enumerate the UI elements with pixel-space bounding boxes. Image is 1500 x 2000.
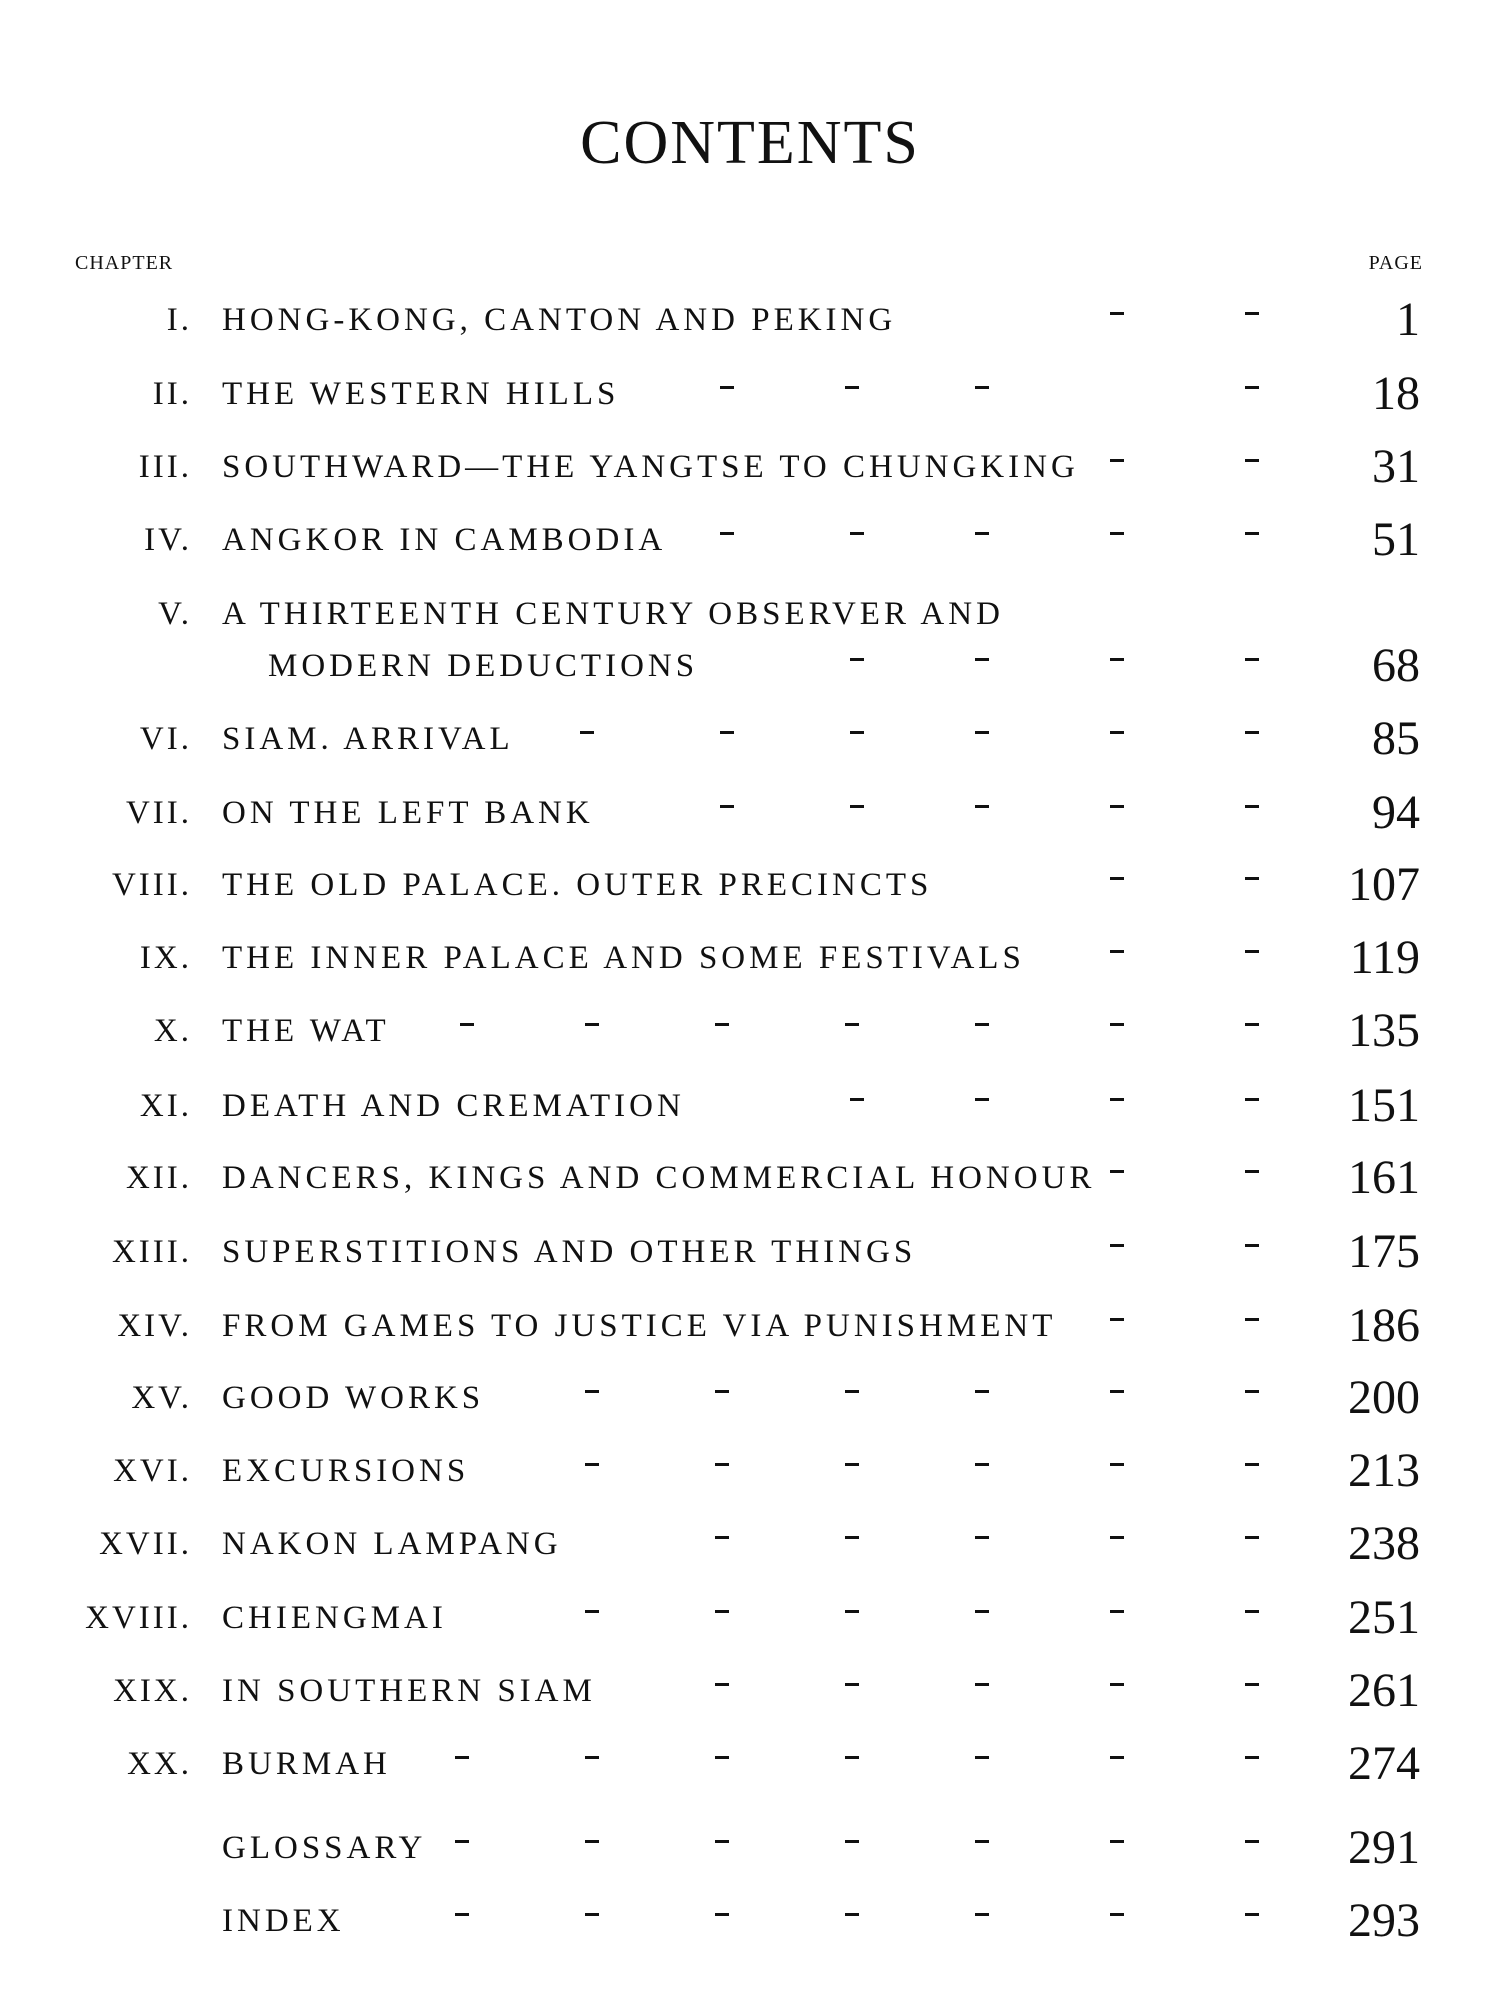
chapter-number: VIII. <box>111 867 192 903</box>
dot-leader <box>1110 731 1124 734</box>
page-number: 293 <box>1348 1894 1420 1947</box>
page-column-header: PAGE <box>1368 252 1423 274</box>
dot-leader <box>1245 386 1259 389</box>
chapter-column-header: CHAPTER <box>75 252 174 274</box>
chapter-number: XI. <box>139 1088 192 1124</box>
chapter-number: I. <box>166 302 192 338</box>
page-number: 161 <box>1348 1151 1420 1204</box>
dot-leader <box>1245 1756 1259 1759</box>
contents-entry <box>0 1225 1500 1294</box>
chapter-title-continued: MODERN DEDUCTIONS <box>268 648 699 684</box>
chapter-number: III. <box>138 449 192 485</box>
dot-leader <box>975 805 989 808</box>
dot-leader <box>715 1536 729 1539</box>
contents-entry <box>0 1299 1500 1368</box>
dot-leader <box>585 1463 599 1466</box>
dot-leader <box>585 1390 599 1393</box>
contents-entry <box>0 513 1500 582</box>
page-number: 213 <box>1348 1444 1420 1497</box>
page-number: 94 <box>1372 786 1420 839</box>
dot-leader <box>720 532 734 535</box>
page-number: 18 <box>1372 367 1420 420</box>
dot-leader <box>1245 805 1259 808</box>
dot-leader <box>1110 1683 1124 1686</box>
dot-leader <box>1110 805 1124 808</box>
dot-leader <box>720 731 734 734</box>
chapter-number: VI. <box>139 721 192 757</box>
dot-leader <box>975 1610 989 1613</box>
dot-leader <box>1110 1840 1124 1843</box>
chapter-number: XVIII. <box>85 1600 192 1636</box>
chapter-title: FROM GAMES TO JUSTICE VIA PUNISHMENT <box>222 1308 1057 1344</box>
dot-leader <box>715 1683 729 1686</box>
contents-entry <box>0 440 1500 509</box>
dot-leader <box>975 532 989 535</box>
chapter-title: THE WAT <box>222 1013 390 1049</box>
dot-leader <box>845 1390 859 1393</box>
chapter-number: XV. <box>131 1380 192 1416</box>
page-number: 85 <box>1372 712 1420 765</box>
chapter-number: XIX. <box>113 1673 192 1709</box>
page-number: 31 <box>1372 440 1420 493</box>
dot-leader <box>1245 459 1259 462</box>
chapter-title: SUPERSTITIONS AND OTHER THINGS <box>222 1234 917 1270</box>
chapter-title: THE WESTERN HILLS <box>222 376 620 412</box>
contents-entry <box>0 1371 1500 1440</box>
dot-leader <box>715 1463 729 1466</box>
chapter-number: II. <box>152 376 192 412</box>
dot-leader <box>975 658 989 661</box>
dot-leader <box>1245 950 1259 953</box>
contents-entry <box>0 1737 1500 1806</box>
contents-entry <box>0 931 1500 1000</box>
page-number: 151 <box>1348 1079 1420 1132</box>
dot-leader <box>1245 1023 1259 1026</box>
page-number: 68 <box>1372 639 1420 692</box>
dot-leader <box>1245 532 1259 535</box>
dot-leader <box>1110 1023 1124 1026</box>
dot-leader <box>1110 877 1124 880</box>
contents-entry <box>0 712 1500 781</box>
dot-leader <box>1110 1098 1124 1101</box>
dot-leader <box>1245 1536 1259 1539</box>
page-number: 274 <box>1348 1737 1420 1790</box>
dot-leader <box>845 1913 859 1916</box>
contents-entry <box>0 1894 1500 1963</box>
chapter-number: XII. <box>125 1160 192 1196</box>
chapter-number: XX. <box>127 1746 192 1782</box>
dot-leader <box>585 1913 599 1916</box>
chapter-title: THE INNER PALACE AND SOME FESTIVALS <box>222 940 1025 976</box>
dot-leader <box>1110 1390 1124 1393</box>
page-number: 1 <box>1396 293 1420 346</box>
dot-leader <box>1245 1913 1259 1916</box>
dot-leader <box>975 1463 989 1466</box>
contents-entry <box>0 1517 1500 1586</box>
page-number: 251 <box>1348 1591 1420 1644</box>
chapter-title: BURMAH <box>222 1746 391 1782</box>
dot-leader <box>975 1390 989 1393</box>
dot-leader <box>1110 1610 1124 1613</box>
dot-leader <box>715 1023 729 1026</box>
chapter-title: ANGKOR IN CAMBODIA <box>222 522 667 558</box>
dot-leader <box>975 1023 989 1026</box>
dot-leader <box>845 1463 859 1466</box>
chapter-number: IX. <box>139 940 192 976</box>
chapter-number: XIII. <box>111 1234 192 1270</box>
contents-entry <box>0 786 1500 855</box>
dot-leader <box>460 1023 474 1026</box>
dot-leader <box>715 1756 729 1759</box>
dot-leader <box>845 1756 859 1759</box>
dot-leader <box>1245 658 1259 661</box>
dot-leader <box>715 1610 729 1613</box>
contents-entry <box>0 367 1500 436</box>
page-number: 186 <box>1348 1299 1420 1352</box>
dot-leader <box>850 658 864 661</box>
contents-entry <box>0 1664 1500 1733</box>
chapter-title: SIAM. ARRIVAL <box>222 721 514 757</box>
chapter-title: IN SOUTHERN SIAM <box>222 1673 596 1709</box>
dot-leader <box>1245 1244 1259 1247</box>
dot-leader <box>455 1840 469 1843</box>
dot-leader <box>850 731 864 734</box>
chapter-title: CHIENGMAI <box>222 1600 447 1636</box>
contents-entry <box>0 293 1500 362</box>
dot-leader <box>1245 1318 1259 1321</box>
dot-leader <box>720 805 734 808</box>
dot-leader <box>1245 1463 1259 1466</box>
dot-leader <box>585 1023 599 1026</box>
page-number: 51 <box>1372 513 1420 566</box>
chapter-number: XVII. <box>99 1526 192 1562</box>
dot-leader <box>1245 1098 1259 1101</box>
dot-leader <box>1110 459 1124 462</box>
dot-leader <box>715 1840 729 1843</box>
page-number: 291 <box>1348 1821 1420 1874</box>
chapter-number: IV. <box>144 522 192 558</box>
contents-entry <box>0 1151 1500 1220</box>
chapter-number: VII. <box>125 795 192 831</box>
chapter-number: XVI. <box>113 1453 192 1489</box>
dot-leader <box>1110 1536 1124 1539</box>
page-number: 200 <box>1348 1371 1420 1424</box>
chapter-title: DANCERS, KINGS AND COMMERCIAL HONOUR <box>222 1160 1096 1196</box>
chapter-title: SOUTHWARD—THE YANGTSE TO CHUNGKING <box>222 449 1079 485</box>
contents-entry <box>0 1079 1500 1148</box>
dot-leader <box>1110 1756 1124 1759</box>
contents-entry <box>0 1004 1500 1073</box>
dot-leader <box>1110 312 1124 315</box>
chapter-number: XIV. <box>117 1308 192 1344</box>
dot-leader <box>845 1683 859 1686</box>
page-number: 238 <box>1348 1517 1420 1570</box>
dot-leader <box>845 1840 859 1843</box>
dot-leader <box>1245 1170 1259 1173</box>
dot-leader <box>1245 1610 1259 1613</box>
dot-leader <box>975 1098 989 1101</box>
dot-leader <box>845 386 859 389</box>
dot-leader <box>585 1756 599 1759</box>
dot-leader <box>585 1610 599 1613</box>
dot-leader <box>975 731 989 734</box>
dot-leader <box>1110 950 1124 953</box>
contents-entry <box>0 1444 1500 1513</box>
dot-leader <box>1110 1913 1124 1916</box>
dot-leader <box>975 1683 989 1686</box>
dot-leader <box>850 805 864 808</box>
page-number: 119 <box>1349 931 1420 984</box>
contents-entry <box>0 1591 1500 1660</box>
chapter-title: GLOSSARY <box>222 1830 427 1866</box>
dot-leader <box>585 1840 599 1843</box>
dot-leader <box>975 1756 989 1759</box>
dot-leader <box>580 731 594 734</box>
dot-leader <box>1245 731 1259 734</box>
dot-leader <box>1245 877 1259 880</box>
chapter-title: A THIRTEENTH CENTURY OBSERVER AND <box>222 596 1004 632</box>
dot-leader <box>1110 1170 1124 1173</box>
chapter-title: EXCURSIONS <box>222 1453 470 1489</box>
chapter-title: NAKON LAMPANG <box>222 1526 562 1562</box>
page-number: 107 <box>1348 858 1420 911</box>
dot-leader <box>455 1913 469 1916</box>
dot-leader <box>1110 1463 1124 1466</box>
chapter-title: ON THE LEFT BANK <box>222 795 594 831</box>
chapter-number: X. <box>153 1013 192 1049</box>
page-number: 261 <box>1348 1664 1420 1717</box>
dot-leader <box>1245 312 1259 315</box>
chapter-title: HONG-KONG, CANTON AND PEKING <box>222 302 897 338</box>
dot-leader <box>715 1913 729 1916</box>
dot-leader <box>715 1390 729 1393</box>
dot-leader <box>975 1840 989 1843</box>
dot-leader <box>850 1098 864 1101</box>
dot-leader <box>720 386 734 389</box>
dot-leader <box>1245 1840 1259 1843</box>
dot-leader <box>845 1536 859 1539</box>
dot-leader <box>1245 1390 1259 1393</box>
page-title: CONTENTS <box>580 109 920 177</box>
dot-leader <box>975 386 989 389</box>
contents-entry <box>0 596 1500 692</box>
dot-leader <box>1110 658 1124 661</box>
chapter-title: INDEX <box>222 1903 345 1939</box>
dot-leader <box>845 1023 859 1026</box>
contents-entry <box>0 1821 1500 1890</box>
dot-leader <box>850 532 864 535</box>
dot-leader <box>1110 1244 1124 1247</box>
chapter-title: DEATH AND CREMATION <box>222 1088 685 1124</box>
chapter-number: V. <box>158 596 192 632</box>
dot-leader <box>975 1913 989 1916</box>
dot-leader <box>455 1756 469 1759</box>
dot-leader <box>1245 1683 1259 1686</box>
dot-leader <box>1110 1318 1124 1321</box>
chapter-title: GOOD WORKS <box>222 1380 485 1416</box>
dot-leader <box>1110 532 1124 535</box>
chapter-title: THE OLD PALACE. OUTER PRECINCTS <box>222 867 933 903</box>
dot-leader <box>975 1536 989 1539</box>
dot-leader <box>845 1610 859 1613</box>
page-number: 175 <box>1348 1225 1420 1278</box>
page-number: 135 <box>1348 1004 1420 1057</box>
contents-entry <box>0 858 1500 927</box>
